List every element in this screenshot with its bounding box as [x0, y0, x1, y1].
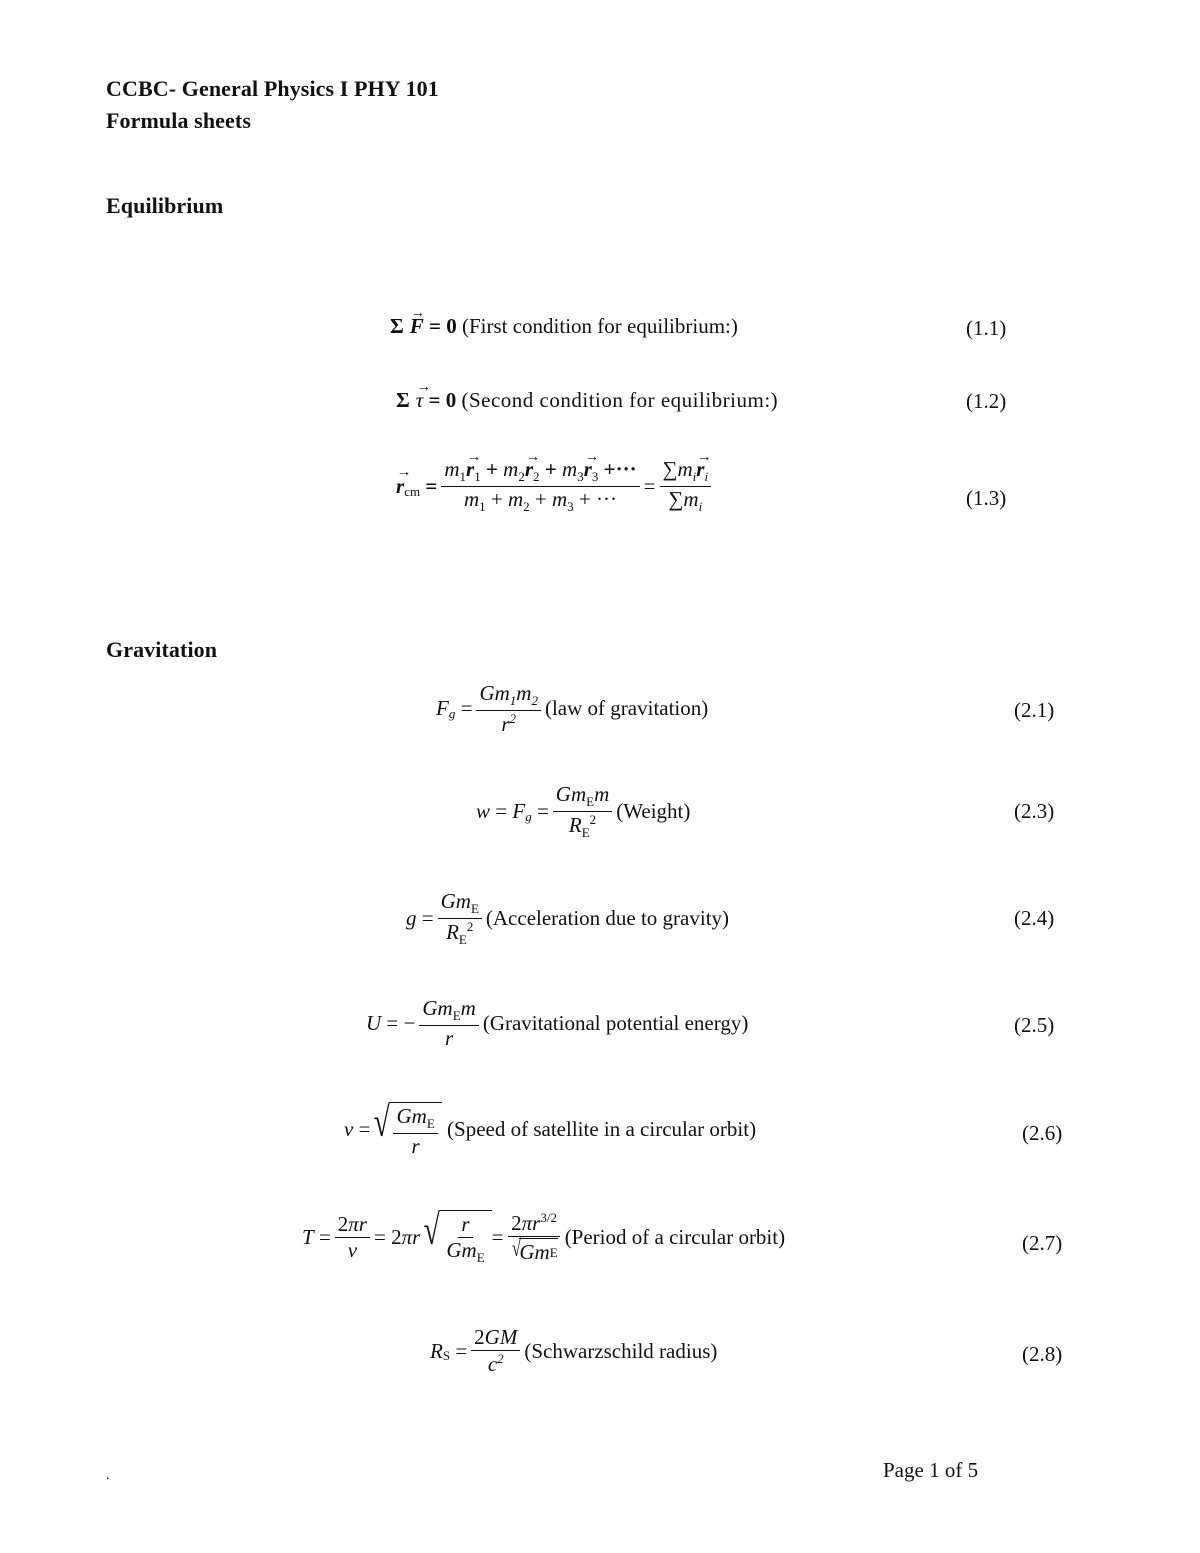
footer-dot: .: [106, 1468, 110, 1483]
equation-2-5: U = − $\frac{Gm_Em}{r}$ (Gravitational potential energy): [366, 996, 749, 1050]
equation-2-8-description: (Schwarzschild radius): [524, 1338, 718, 1363]
equation-1-2-description: (Second condition for equilibrium:): [461, 388, 779, 412]
equation-number-2-7: (2.7): [1022, 1231, 1063, 1255]
equation-number-2-5: (2.5): [1014, 1013, 1055, 1037]
section-heading-equilibrium: Equilibrium: [106, 193, 224, 218]
equation-number-2-3: (2.3): [1014, 799, 1055, 823]
equation-number-2-6: (2.6): [1022, 1121, 1063, 1145]
course-title: CCBC- General Physics I PHY 101: [106, 76, 439, 101]
document-subtitle: Formula sheets: [106, 108, 251, 133]
equation-2-5-description: (Gravitational potential energy): [482, 1010, 749, 1035]
equation-2-4-description: (Acceleration due to gravity): [485, 906, 730, 930]
equation-1-1-description: (First condition for equilibrium:): [461, 314, 738, 338]
equation-2-7-description: (Period of a circular orbit): [564, 1225, 786, 1250]
equation-number-2-4: (2.4): [1014, 906, 1055, 930]
equation-number-2-8: (2.8): [1022, 1342, 1063, 1366]
equation-2-1-description: (law of gravitation): [544, 696, 709, 721]
equation-1-3: → r $_{cm}$ = $\frac{m_1\to r_1 + m_2\to r_2 + m_3\to r_3 +\cdot\cdot\cdot}{m_1 + m_2 + m_3 + \cdot\cdot\cdot}$ = $\frac{\sum m_i\to r_i}{\sum m_i}$: [396, 458, 715, 514]
equation-number-2-1: (2.1): [1014, 698, 1055, 722]
equation-number-1-2: (1.2): [966, 389, 1007, 413]
equation-2-8: R $_S$ = $\frac{2GM}{c^2}$ (Schwarzschild radius): [430, 1325, 718, 1377]
equation-2-7: T = $\frac{2\pi r}{v}$ = 2 πr √ $\frac{r}{Gm_E}$ = $2\pi r^{3/2}$ √ Gm E (Period of a circular orbit): [302, 1208, 786, 1266]
equation-2-4: g = $\frac{Gm_E}{R_E^2}$ (Acceleration due to gravity): [406, 889, 730, 947]
equation-number-1-3: (1.3): [966, 486, 1007, 510]
equation-2-3-description: (Weight): [616, 799, 691, 823]
equation-2-1: F $_g$ = $\frac{Gm_1m_2}{r^2}$ (law of gravitation): [436, 681, 709, 736]
equation-2-6-description: (Speed of satellite in a circular orbit): [447, 1117, 757, 1142]
equation-2-6: v = √ $\frac{Gm_E}{r}$ (Speed of satellite in a circular orbit): [344, 1100, 757, 1158]
page-number: Page 1 of 5: [883, 1458, 979, 1482]
equation-number-1-1: (1.1): [966, 316, 1007, 340]
equation-1-2: Σ → τ = 0 (Second condition for equilibrium:): [396, 388, 778, 413]
equation-2-3: w = F $_g$ = $\frac{Gm_Em}{R_E^2}$ (Weight): [476, 782, 691, 840]
section-heading-gravitation: Gravitation: [106, 637, 218, 662]
equation-1-1: Σ → F = 0 (First condition for equilibrium:): [390, 314, 738, 339]
